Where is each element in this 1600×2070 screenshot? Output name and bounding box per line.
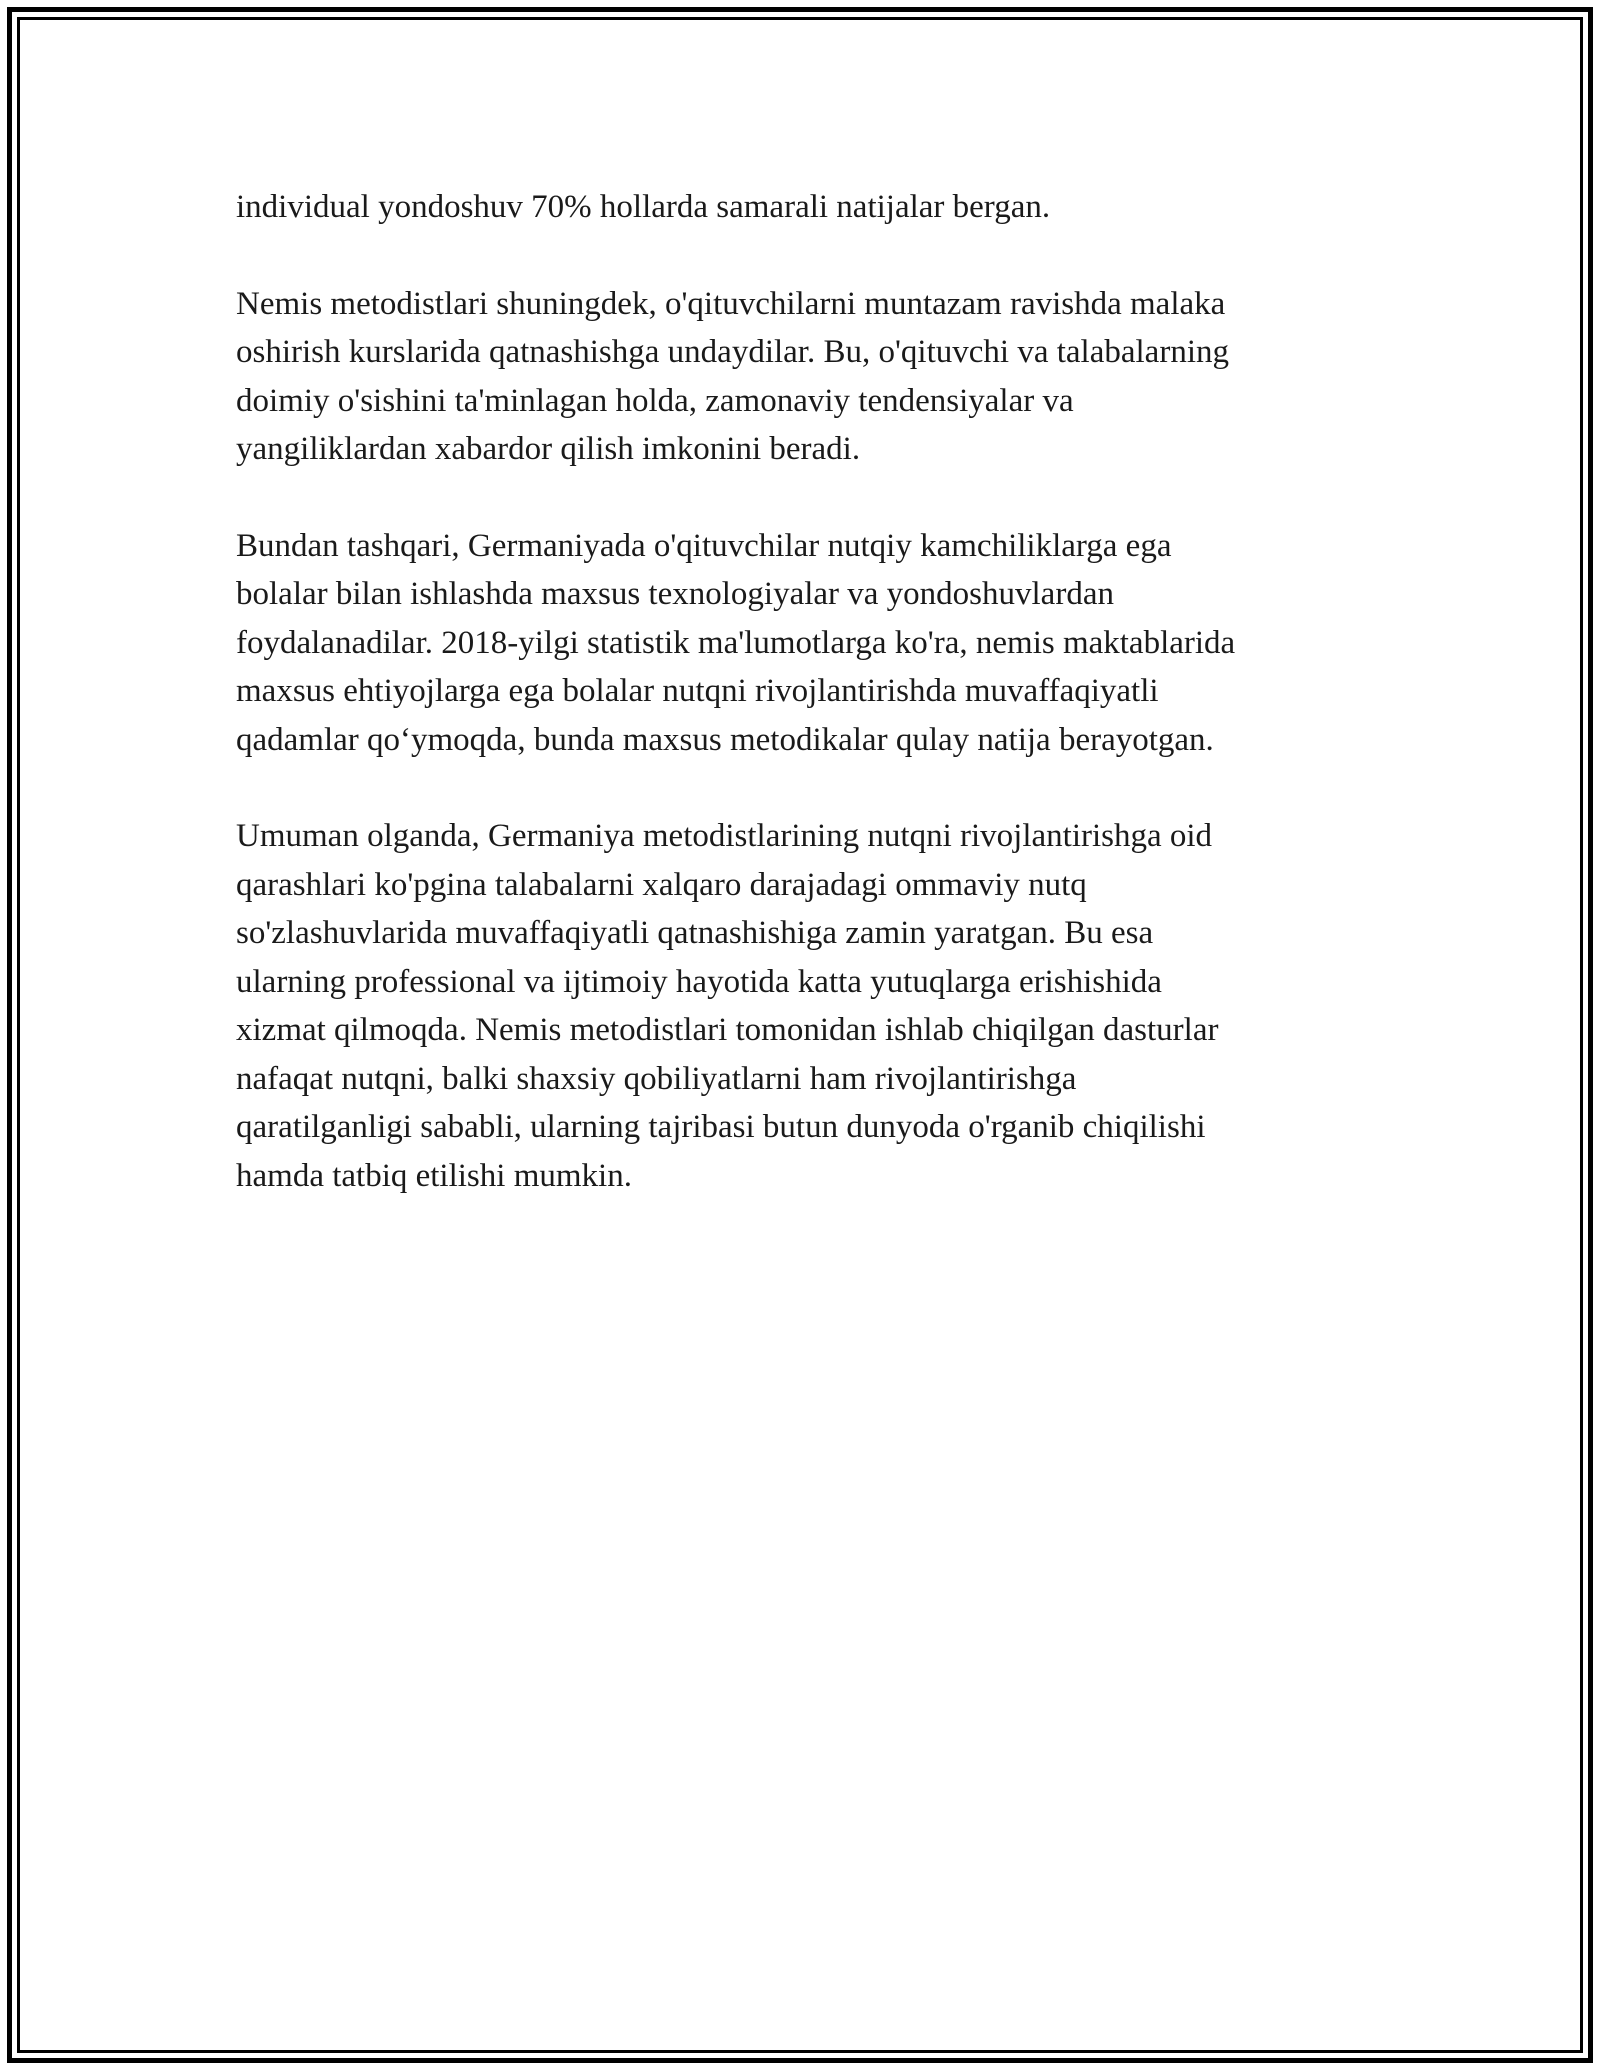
paragraph-2: Nemis metodistlari shuningdek, o'qituvchilarni muntazam ravishda malaka oshirish kurslarida qatnashishga undaydilar. Bu, o'qituvchi va talabalarning doimiy o'sishini ta'minlagan holda, zamonaviy tendensiyalar va yangiliklardan xabardor qilish imkonini beradi. — [236, 285, 1229, 467]
document-body — [236, 183, 1376, 1248]
paragraph-1: individual yondoshuv 70% hollarda samarali natijalar bergan. — [236, 189, 1051, 225]
paragraph-3: Bundan tashqari, Germaniyada o'qituvchilar nutqiy kamchiliklarga ega bolalar bilan ishlashda maxsus texnologiyalar va yondoshuvlardan foydalanadilar. 2018-yilgi statistik ma'lumotlarga ko'ra, nemis maktablarida maxsus ehtiyojlarga ega bolalar nutqni rivojlantirishda muvaffaqiyatli qadamlar qo‘ymoqda, bunda maxsus metodikalar qulay natija berayotgan. — [236, 527, 1236, 758]
paragraph-4: Umuman olganda, Germaniya metodistlarining nutqni rivojlantirishga oid qarashlari ko'pgina talabalarni xalqaro darajadagi ommaviy nutq so'zlashuvlarida muvaffaqiyatli qatnashishiga zamin yaratgan. Bu esa ularning professional va ijtimoiy hayotida katta yutuqlarga erishishida xizmat qilmoqda. Nemis metodistlari tomonidan ishlab chiqilgan dasturlar nafaqat nutqni, balki shaxsiy qobiliyatlarni ham rivojlantirishga qaratilganligi sababli, ularning tajribasi butun dunyoda o'rganib chiqilishi hamda tatbiq etilishi mumkin. — [236, 818, 1219, 1194]
